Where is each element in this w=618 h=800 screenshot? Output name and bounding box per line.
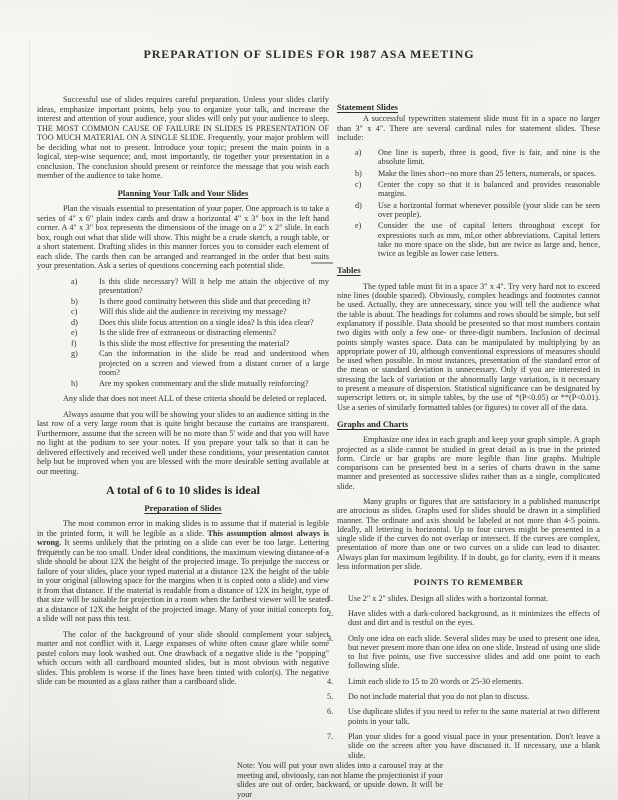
point-text: Limit each slide to 15 to 20 words or 25-30 elements. — [348, 676, 524, 686]
question-item — [37, 328, 329, 338]
page-edge-shadow — [29, 40, 30, 800]
scan-mark — [36, 550, 49, 551]
point-text: Use duplicate slides if you need to refer to the same material at two different points in your talk. — [348, 707, 600, 726]
rule-item — [337, 169, 600, 178]
question-label: h) — [71, 378, 78, 388]
point-item — [327, 731, 600, 760]
point-number: 2. — [327, 608, 334, 618]
question-label: c) — [71, 307, 78, 316]
rule-item — [337, 148, 600, 167]
point-number: 3. — [327, 633, 334, 643]
heading-points-to-remember: POINTS TO REMEMBER — [413, 577, 524, 588]
question-text: Will this slide aid the audience in receiving my message? — [99, 307, 287, 316]
scan-mark — [311, 262, 333, 264]
rule-label: d) — [355, 200, 362, 210]
rule-label: b) — [355, 168, 362, 178]
heading-preparation: Preparation of Slides — [144, 502, 222, 513]
scan-mark — [53, 550, 59, 551]
page-title: PREPARATION OF SLIDES FOR 1987 ASA MEETING — [143, 47, 475, 61]
tables-paragraph: The typed table must fit in a space 3" x 4". Try very hard not to exceed nine lines (double spaced). Obviously, complex headings and footnotes cannot be used. Actually, they are unnecessary, since you will tell the audience what the table is about. The headings for columns and rows should be simple, but self explanatory if possible. Data should be presented so that most numbers contain two digits with only a few one- or three-digit numbers. Inclusion of decimal points simply wastes space. Data can be manipulated by multiplying by an appropriate power of 10, although conventional expressions of measures should be used when possible. In most instances, presentation of the standard error of the mean or standard deviation is unnecessary. Only if you are interested in stressing the lack of variation or the abnormally large variation, is it necessary to present a measure of dispersion. Statistical significance can be designated by superscript letters or, in simple tables, by the use of *(P<0.05) or **(P<0.01). Use a series of similarly formatted tables (or figures) to cover all of the data. — [337, 281, 600, 412]
question-text: Is this slide the most effective for presenting the material? — [99, 338, 290, 348]
rule-item — [337, 180, 600, 199]
rule-text: One line is superb, three is good, five is fair, and nine is the absolute limit. — [378, 148, 600, 167]
graphs-paragraph-2: Many graphs or figures that are satisfactory in a published manuscript are atrocious as slides. Graphs used for slides should be drawn in a simplified manner. The ordinate and axis should be labeled at not more than 4-5 points. Ideally, all lettering is horizontal. Up to four curves might be presented in a single slide if the curves do not overlap or intersect. If the curves are complex, presentation of more than one or two curves on a slide can lead to disaster. Always plan for maximum legibility. If in doubt, go for clarity, even if it means less information per slide. — [337, 496, 600, 572]
question-item — [37, 297, 329, 307]
point-text: Use 2" x 2" slides. Design all slides with a horizontal format. — [348, 593, 549, 603]
point-number: 5. — [327, 692, 334, 702]
point-number: 1. — [327, 593, 334, 603]
question-list — [37, 277, 329, 389]
question-text: Is there good continuity between this slide and that preceding it? — [99, 296, 311, 306]
note-block: Note: You will put your own slides into a carousel tray at the meeting and, obviously, can not blame the projectionist if your slides are out of order, backward, or upside down. It will be your — [237, 761, 443, 799]
question-item — [37, 339, 329, 349]
heading-tables: Tables — [337, 265, 361, 276]
points-list — [327, 593, 600, 760]
point-number: 4. — [327, 676, 334, 686]
question-label: g) — [71, 349, 78, 358]
scan-mark — [305, 552, 329, 553]
rule-label: c) — [355, 180, 362, 190]
point-item — [327, 633, 600, 671]
rule-text: Center the copy so that it is balanced and provides reasonable margins. — [378, 180, 600, 199]
question-label: e) — [71, 328, 78, 337]
rule-item — [337, 221, 600, 258]
assume-paragraph: Always assume that you will be showing your slides to an audience sitting in the last row of a very large room that is quite bright because the curtains are transparent. Furthermore, assume that the screen will be no more than 5' wide and that you will have no light at the podium to see your notes. If you prepare your talk so that it can be delivered effectively and received well under these conditions, your presentation cannot help but be improved when you are blessed with the more desirable setting available at our meeting. — [37, 409, 329, 476]
point-text: Do not include material that you do not plan to discuss. — [348, 692, 530, 702]
legibility-bold-statement: This assumption almost always is wrong. — [37, 528, 329, 547]
question-label: f) — [71, 338, 77, 348]
question-item — [37, 318, 329, 328]
point-number: 6. — [327, 707, 334, 717]
point-item — [327, 707, 600, 726]
criteria-paragraph: Any slide that does not meet ALL of these criteria should be deleted or replaced. — [63, 394, 327, 403]
question-text: Can the information in the slide be read and understood when projected on a screen and viewed from a distant corner of a large room? — [99, 349, 329, 377]
question-label: d) — [71, 317, 78, 327]
right-column — [327, 95, 600, 760]
question-text: Is this slide necessary? Will it help me attain the objective of my presentation? — [99, 276, 329, 295]
rule-text: Make the lines short--no more than 25 letters, numerals, or spaces. — [378, 168, 597, 178]
heading-graphs-charts: Graphs and Charts — [337, 418, 409, 429]
question-text: Is the slide free of extraneous or distracting elements? — [99, 328, 276, 337]
legibility-paragraph — [37, 519, 329, 624]
question-label: b) — [71, 296, 78, 306]
question-item — [37, 349, 329, 378]
point-item — [327, 692, 600, 702]
point-item — [327, 593, 600, 603]
question-text: Does this slide focus attention on a single idea? Is this idea clear? — [99, 317, 314, 327]
rule-text: Use a horizontal format whenever possible (your slide can be seen over people). — [378, 200, 600, 219]
heading-planning: Planning Your Talk and Your Slides — [117, 187, 249, 198]
point-number: 7. — [327, 731, 334, 741]
question-item — [37, 277, 329, 296]
graphs-paragraph-1: Emphasize one idea in each graph and keep your graph simple. A graph projected as a slide cannot be studied in great detail as is true in the printed form. Circle or bar graphs are more legible than line graphs. Multiple comparisons can be presented best in a series of charts drawn in the same manner and presented as successive slides rather than as a single, complicated slide. — [337, 435, 600, 491]
ideal-slides-callout: A total of 6 to 10 slides is ideal — [105, 483, 260, 497]
point-text: Only one idea on each slide. Several slides may be used to present one idea, but never present more than one idea on one slide. Instead of using one slide to list five points, use five successive slides and add one point to each following slide. — [348, 633, 600, 671]
point-item — [327, 676, 600, 686]
point-text: Plan your slides for a good visual pace in your presentation. Don't leave a slide on the screen after you have discussed it. If necessary, use a blank slide. — [348, 731, 600, 760]
planning-paragraph: Plan the visuals essential to presentation of your paper. One approach is to take a series of 4" x 6" plain index cards and draw a horizontal 4" x 3" box in the left hand corner. A 4" x 3" box represents the dimensions of the image on a 2" x 2" slide. In each box, rough out what that slide will show. This might be a crude sketch, a rough table, or a short statement. Drafting slides in this manner forces you to consider each element of each slide. The cards then can be arranged and rearranged in the order that best suits your presentation. Ask a series of questions concerning each potential slide. — [37, 204, 329, 270]
statement-intro-paragraph: A successful typewritten statement slide must fit in a space no larger than 3" x 4". There are several cardinal rules for statement slides. These include: — [337, 114, 600, 142]
question-item — [37, 379, 329, 389]
rule-label: e) — [355, 221, 362, 231]
intro-paragraph: Successful use of slides requires careful preparation. Unless your slides clarify ideas, emphasize important points, help you to organize your talk, and increase the interest and attention of your audience, your slides will only put your audience to sleep. THE MOST COMMON CAUSE OF FAILURE IN SLIDES IS PRESENTATION OF TOO MUCH MATERIAL ON A SINGLE SLIDE. Frequently, your major problem will be deciding what not to present. Introduce your topic; present the main points in a logical, step-wise sequence; and, most importantly, tie together your presentation in a conclusion. The conclusion should present or reinforce the message that you wish each member of the audience to take home. — [37, 95, 329, 180]
heading-statement-slides: Statement Slides — [337, 102, 398, 112]
question-label: a) — [71, 276, 78, 286]
rule-item — [337, 201, 600, 220]
background-color-paragraph: The color of the background of your slide should complement your subject matter and not conflict with it. Large expanses of white often cause glare while some pastel colors may look washed out. One drawback of a negative slide is the "popping" which occurs with all cardboard mounted slides, but is most obvious with negative slides. This problem is worse if the lines have been tinted with color(s). The negative slide can be mounted as a glass rather than a cardboard slide. — [37, 629, 329, 686]
point-text: Have slides with a dark-colored background, as it minimizes the effects of dust and dirt and is restful on the eyes. — [348, 608, 600, 628]
left-column — [37, 95, 329, 757]
rule-label: a) — [355, 148, 362, 158]
legibility-text-b: It seems unlikely that the printing on a slide can ever be too large. Lettering frequently can be too small. Under ideal conditions, the maximum viewing distance of a slide should be about 12X the height of the projected image. To prejudge the success or failure of your slides, place your typed material at a distance 12X the height of the table in your original (allowing space for the margins when it is copied onto a slide) and view it from that distance. If the material is readable from a distance of 12X its height, type of that size will be suitable for projection in a room when the farthest viewer will be seated at a distance of 12X the height of the projected image. Many of your initial concepts for a slide will not pass this test. — [37, 538, 329, 623]
statement-rule-list — [337, 148, 600, 258]
legibility-text-a: The most common error in making slides is to assume that if material is legible in the printed form, it will be legible as a slide. — [37, 519, 329, 538]
question-item — [37, 307, 329, 317]
rule-text: Consider the use of capital letters throughout except for expressions such as mm, ml,or other abbreviations. Capital letters take no more space on the slide, but are twice as large and, hence, twice as legible as lower case letters. — [378, 221, 600, 259]
question-text: Are my spoken commentary and the slide mutually reinforcing? — [99, 378, 309, 388]
point-item — [327, 608, 600, 628]
